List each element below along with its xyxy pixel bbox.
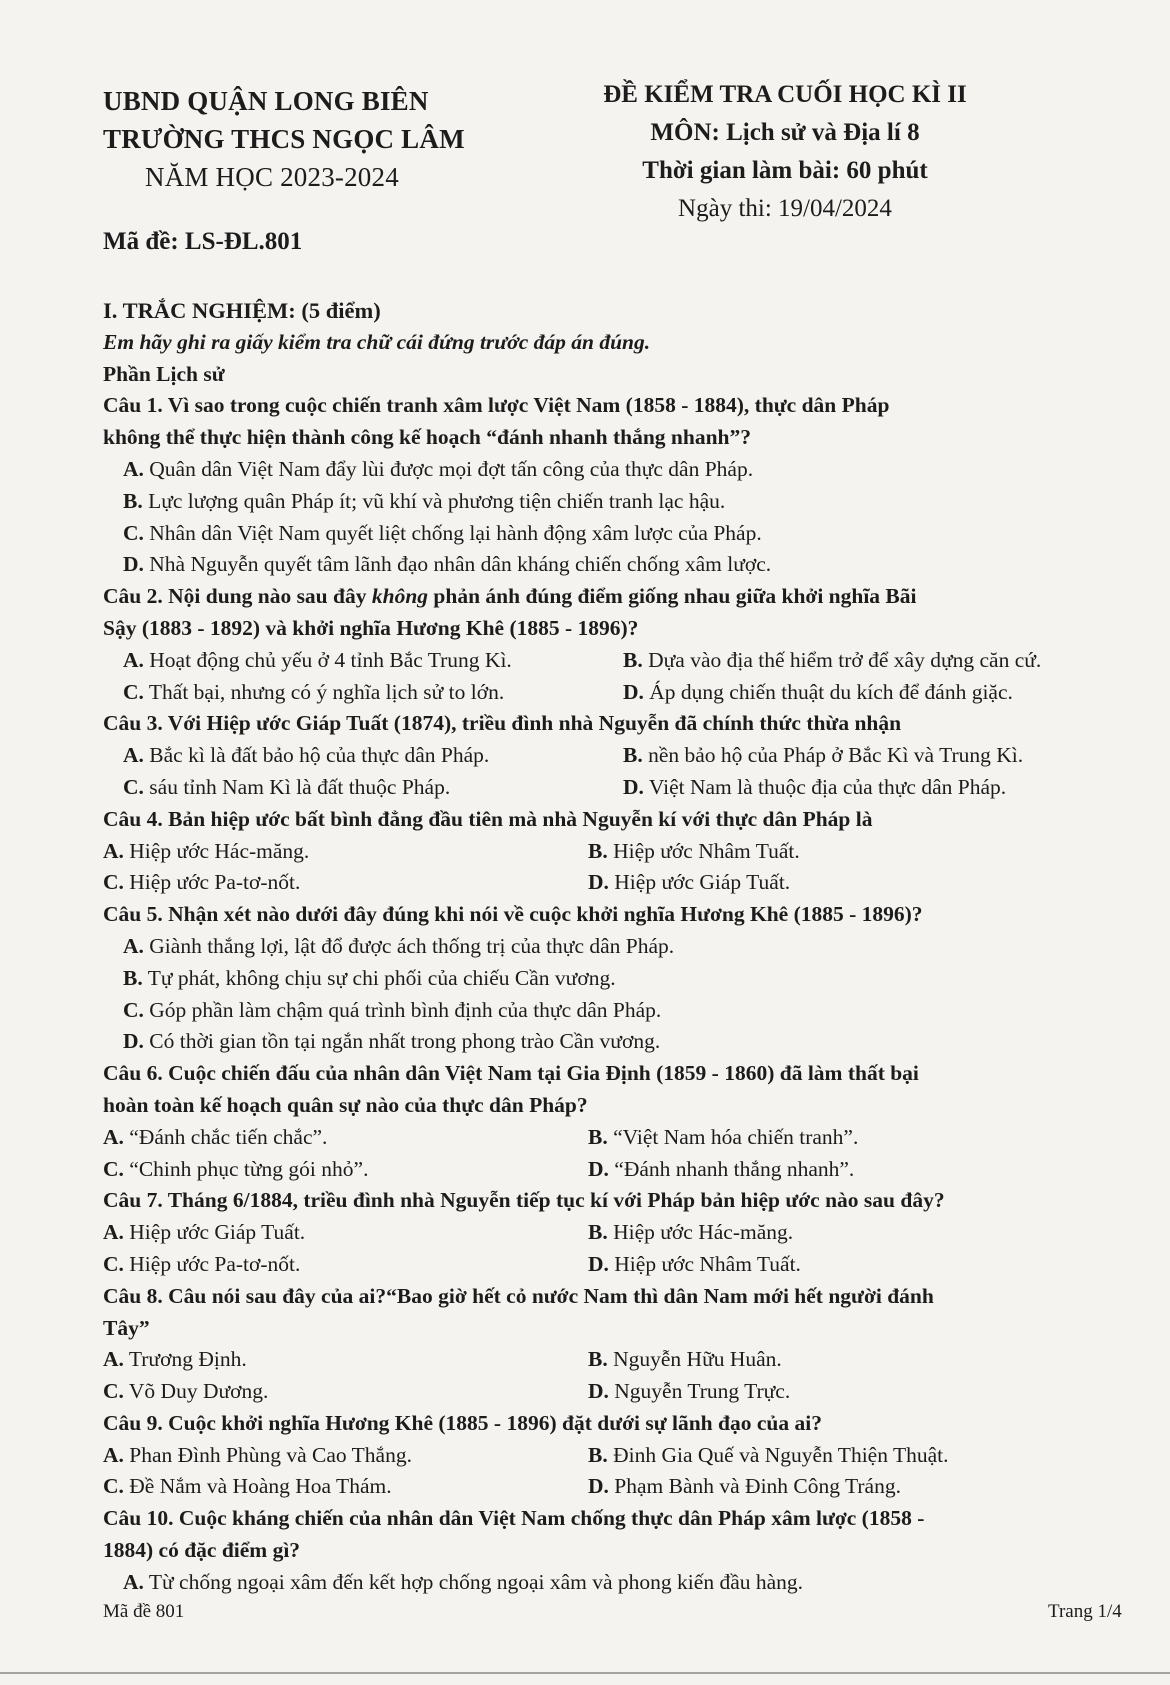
page-number: Trang 1/4 [1048, 1601, 1122, 1622]
question-text: Câu 2. Nội dung nào sau đây không phản ánh đúng điểm giống nhau giữa khởi nghĩa Bãi [103, 584, 917, 609]
option-c: C. Thất bại, nhưng có ý nghĩa lịch sử to lớn. [123, 679, 505, 704]
option-row [103, 1217, 1113, 1249]
option-d: D. “Đánh nhanh thắng nhanh”. [588, 1156, 855, 1181]
question-text: Câu 1. Vì sao trong cuộc chiến tranh xâm lược Việt Nam (1858 - 1884), thực dân Pháp [103, 393, 890, 418]
question-5 [103, 899, 1113, 1058]
question-text: Câu 5. Nhận xét nào dưới đây đúng khi nói về cuộc khởi nghĩa Hương Khê (1885 - 1896)? [103, 902, 923, 927]
option-b: B. Dựa vào địa thế hiểm trở để xây dựng căn cứ. [623, 647, 1042, 672]
exam-duration: Thời gian làm bài: 60 phút [642, 157, 928, 184]
option-d: D. Nguyễn Trung Trực. [588, 1379, 791, 1404]
option-a: A. Phan Đình Phùng và Cao Thắng. [103, 1442, 412, 1467]
question-3 [103, 708, 1113, 803]
question-text: Tây” [103, 1315, 150, 1340]
bottom-divider [0, 1672, 1170, 1674]
question-1 [103, 390, 1113, 581]
section-title: I. TRẮC NGHIỆM: (5 điểm) [103, 298, 381, 323]
exam-title: ĐỀ KIỂM TRA CUỐI HỌC KÌ II [603, 81, 967, 108]
question-text: Câu 8. Câu nói sau đây của ai?“Bao giờ hết cỏ nước Nam thì dân Nam mới hết người đánh [103, 1283, 934, 1308]
option-c: C. Nhân dân Việt Nam quyết liệt chống lại hành động xâm lược của Pháp. [123, 520, 762, 545]
question-text: Câu 9. Cuộc khởi nghĩa Hương Khê (1885 - 1896) đặt dưới sự lãnh đạo của ai? [103, 1410, 822, 1435]
option-row [103, 645, 1113, 677]
option-row [103, 1122, 1113, 1154]
option-c: C. Hiệp ước Pa-tơ-nốt. [103, 870, 301, 895]
question-4 [103, 804, 1113, 899]
question-text: Câu 6. Cuộc chiến đấu của nhân dân Việt Nam tại Gia Định (1859 - 1860) đã làm thất bại [103, 1061, 919, 1086]
part-title: Phần Lịch sử [103, 361, 225, 386]
option-row [103, 740, 1113, 772]
option-a: A. Trương Định. [103, 1347, 247, 1372]
option-row [103, 1344, 1113, 1376]
school-header [103, 82, 465, 196]
exam-code: Mã đề: LS-ĐL.801 [103, 228, 303, 255]
question-8 [103, 1281, 1113, 1408]
school-name: TRƯỜNG THCS NGỌC LÂM [103, 124, 465, 154]
option-b: B. nền bảo hộ của Pháp ở Bắc Kì và Trung Kì. [623, 743, 1024, 768]
question-text: Câu 3. Với Hiệp ước Giáp Tuất (1874), triều đình nhà Nguyễn đã chính thức thừa nhận [103, 711, 902, 736]
option-b: B. “Việt Nam hóa chiến tranh”. [588, 1124, 859, 1149]
option-a: A. Hiệp ước Giáp Tuất. [103, 1220, 306, 1245]
option-c: C. Góp phần làm chậm quá trình bình định của thực dân Pháp. [123, 997, 662, 1022]
option-b: B. Lực lượng quân Pháp ít; vũ khí và phương tiện chiến tranh lạc hậu. [123, 488, 726, 513]
question-text: Câu 7. Tháng 6/1884, triều đình nhà Nguyễn tiếp tục kí với Pháp bản hiệp ước nào sau đây? [103, 1188, 945, 1213]
question-6 [103, 1058, 1113, 1185]
option-a: A. Hoạt động chủ yếu ở 4 tỉnh Bắc Trung Kì. [123, 647, 512, 672]
option-d: D. Có thời gian tồn tại ngắn nhất trong phong trào Cần vương. [123, 1029, 661, 1054]
question-text: 1884) có đặc điểm gì? [103, 1538, 301, 1563]
district-name: UBND QUẬN LONG BIÊN [103, 86, 429, 116]
question-text: Sậy (1883 - 1892) và khởi nghĩa Hương Khê (1885 - 1896)? [103, 615, 639, 640]
exam-date: Ngày thi: 19/04/2024 [678, 195, 892, 222]
exam-subject: MÔN: Lịch sử và Địa lí 8 [650, 119, 920, 146]
option-a: A. Bắc kì là đất bảo hộ của thực dân Pháp. [123, 743, 490, 768]
option-b: B. Hiệp ước Nhâm Tuất. [588, 838, 800, 863]
option-c: C. Đề Nắm và Hoàng Hoa Thám. [103, 1474, 392, 1499]
exam-body [103, 295, 1113, 1599]
footer-exam-code: Mã đề 801 [103, 1601, 185, 1622]
instruction: Em hãy ghi ra giấy kiểm tra chữ cái đứng trước đáp án đúng. [103, 329, 651, 354]
option-a: A. Quân dân Việt Nam đẩy lùi được mọi đợt tấn công của thực dân Pháp. [123, 456, 754, 481]
option-row [103, 836, 1113, 868]
option-row [103, 677, 1113, 709]
option-b: B. Nguyễn Hữu Huân. [588, 1347, 782, 1372]
option-a: A. “Đánh chắc tiến chắc”. [103, 1124, 328, 1149]
option-row [103, 1440, 1113, 1472]
option-row [103, 772, 1113, 804]
option-row [103, 867, 1113, 899]
option-d: D. Áp dụng chiến thuật du kích để đánh giặc. [623, 679, 1013, 704]
option-d: D. Phạm Bành và Đinh Công Tráng. [588, 1474, 901, 1499]
question-text: Câu 10. Cuộc kháng chiến của nhân dân Việt Nam chống thực dân Pháp xâm lược (1858 - [103, 1506, 925, 1531]
option-row [103, 1249, 1113, 1281]
option-c: C. sáu tỉnh Nam Kì là đất thuộc Pháp. [123, 774, 451, 799]
question-2 [103, 581, 1113, 708]
exam-header [585, 76, 985, 228]
option-row [103, 1154, 1113, 1186]
option-a: A. Từ chống ngoại xâm đến kết hợp chống ngoại xâm và phong kiến đầu hàng. [123, 1569, 804, 1594]
option-d: D. Việt Nam là thuộc địa của thực dân Pháp. [623, 774, 1007, 799]
question-7 [103, 1185, 1113, 1280]
question-text: không thể thực hiện thành công kế hoạch “đánh nhanh thắng nhanh”? [103, 425, 751, 450]
question-text: Câu 4. Bản hiệp ước bất bình đẳng đầu tiên mà nhà Nguyễn kí với thực dân Pháp là [103, 806, 873, 831]
question-10 [103, 1503, 1113, 1598]
question-text: hoàn toàn kế hoạch quân sự nào của thực dân Pháp? [103, 1092, 588, 1117]
option-c: C. Võ Duy Dương. [103, 1379, 269, 1404]
option-d: D. Hiệp ước Giáp Tuất. [588, 870, 791, 895]
option-d: D. Nhà Nguyễn quyết tâm lãnh đạo nhân dân kháng chiến chống xâm lược. [123, 552, 772, 577]
option-c: C. “Chinh phục từng gói nhỏ”. [103, 1156, 369, 1181]
option-row [103, 1376, 1113, 1408]
school-year: NĂM HỌC 2023-2024 [145, 162, 399, 192]
option-d: D. Hiệp ước Nhâm Tuất. [588, 1251, 801, 1276]
option-row [103, 1471, 1113, 1503]
option-a: A. Giành thắng lợi, lật đổ được ách thống trị của thực dân Pháp. [123, 933, 675, 958]
option-b: B. Đinh Gia Quế và Nguyễn Thiện Thuật. [588, 1442, 949, 1467]
option-b: B. Tự phát, không chịu sự chi phối của chiếu Cần vương. [123, 965, 616, 990]
question-9 [103, 1408, 1113, 1503]
option-a: A. Hiệp ước Hác-măng. [103, 838, 310, 863]
option-c: C. Hiệp ước Pa-tơ-nốt. [103, 1251, 301, 1276]
option-b: B. Hiệp ước Hác-măng. [588, 1220, 794, 1245]
